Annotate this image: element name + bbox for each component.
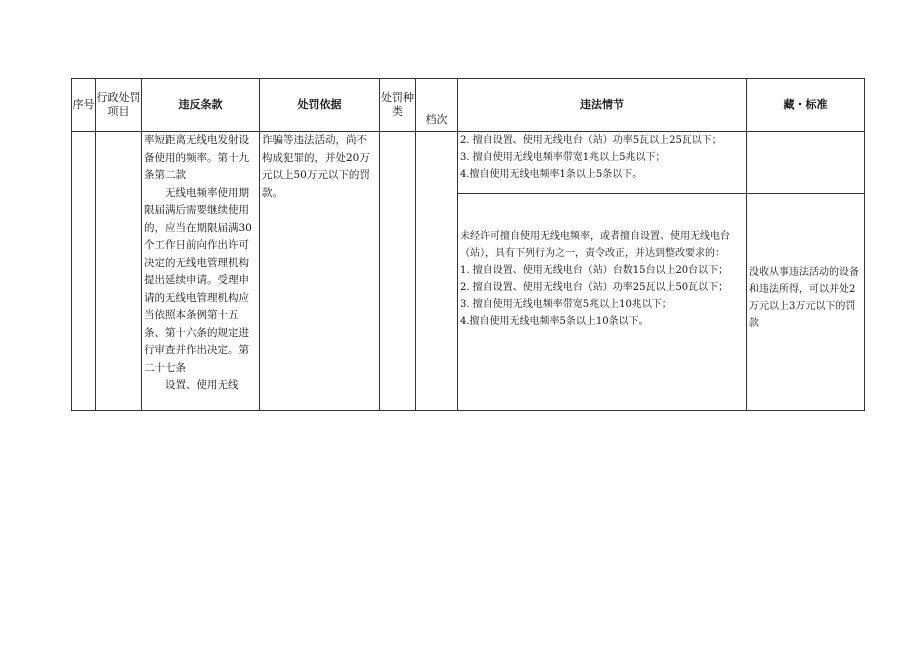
cell-grade bbox=[416, 132, 458, 411]
standard-upper bbox=[747, 132, 864, 194]
header-circumstances: 违法情节 bbox=[458, 79, 747, 132]
table-row bbox=[72, 132, 865, 411]
upper-line: 4.擅自使用无线电频率1条以上5条以下。 bbox=[460, 169, 643, 180]
cell-item bbox=[96, 132, 142, 411]
cell-type bbox=[380, 132, 416, 411]
penalty-table bbox=[71, 78, 865, 411]
violation-text: 率短距离无线电发射设备使用的频率。第十九条第二款 bbox=[144, 134, 249, 181]
cell-circumstances bbox=[458, 132, 747, 411]
cell-seq bbox=[72, 132, 96, 411]
header-standard: 藏・标准 bbox=[747, 79, 865, 132]
header-seq: 序号 bbox=[72, 79, 96, 132]
lower-line: 2. 擅自设置、使用无线电台（站）功率25瓦以上50瓦以下； bbox=[460, 282, 729, 293]
lower-line: 1. 擅自设置、使用无线电台（站）台数15台以上20台以下； bbox=[460, 265, 729, 276]
header-violation: 违反条款 bbox=[142, 79, 260, 132]
header-basis: 处罚依据 bbox=[260, 79, 380, 132]
header-type: 处罚种类 bbox=[380, 79, 416, 132]
lower-line: 4.擅自使用无线电频率5条以上10条以下。 bbox=[460, 316, 649, 327]
header-row bbox=[72, 79, 865, 132]
header-item: 行政处罚项目 bbox=[96, 79, 142, 132]
circumstances-lower bbox=[458, 194, 746, 330]
header-grade: 档次 bbox=[425, 113, 448, 126]
header-grade-cell bbox=[416, 79, 458, 132]
lower-intro: 未经许可擅自使用无线电频率，或者擅自设置、使用无线电台（站），具有下列行为之一，责令改正，并达到整改要求的： bbox=[460, 231, 730, 259]
violation-text-2: 无线电频率使用期限届满后需要继续使用的，应当在期限届满30个工作日前向作出许可决定的无线电管理机构提出延续申请。受理申请的无线电管理机构应当依照本条例第十五条、第十六条的规定进行审查并作出决定。第二十七条 bbox=[144, 186, 252, 374]
upper-line: 3. 擅自使用无线电频率带宽1兆以上5兆以下； bbox=[460, 152, 666, 163]
standard-lower: 没收从事违法活动的设备和违法所得，可以并处2万元以上3万元以下的罚款 bbox=[749, 267, 859, 329]
violation-text-3: 设置、使用无线 bbox=[165, 379, 239, 391]
cell-basis bbox=[260, 132, 380, 411]
circumstances-upper bbox=[458, 132, 746, 194]
lower-line: 3. 擅自使用无线电频率带宽5兆以上10兆以下； bbox=[460, 299, 672, 310]
cell-violation bbox=[142, 132, 260, 411]
upper-line: 2. 擅自设置、使用无线电台（站）功率5瓦以上25瓦以下； bbox=[460, 135, 722, 146]
cell-standard bbox=[747, 132, 865, 411]
basis-text: 诈骗等违法活动，尚不构成犯罪的，并处20万元以上50万元以下的罚款。 bbox=[262, 134, 370, 199]
